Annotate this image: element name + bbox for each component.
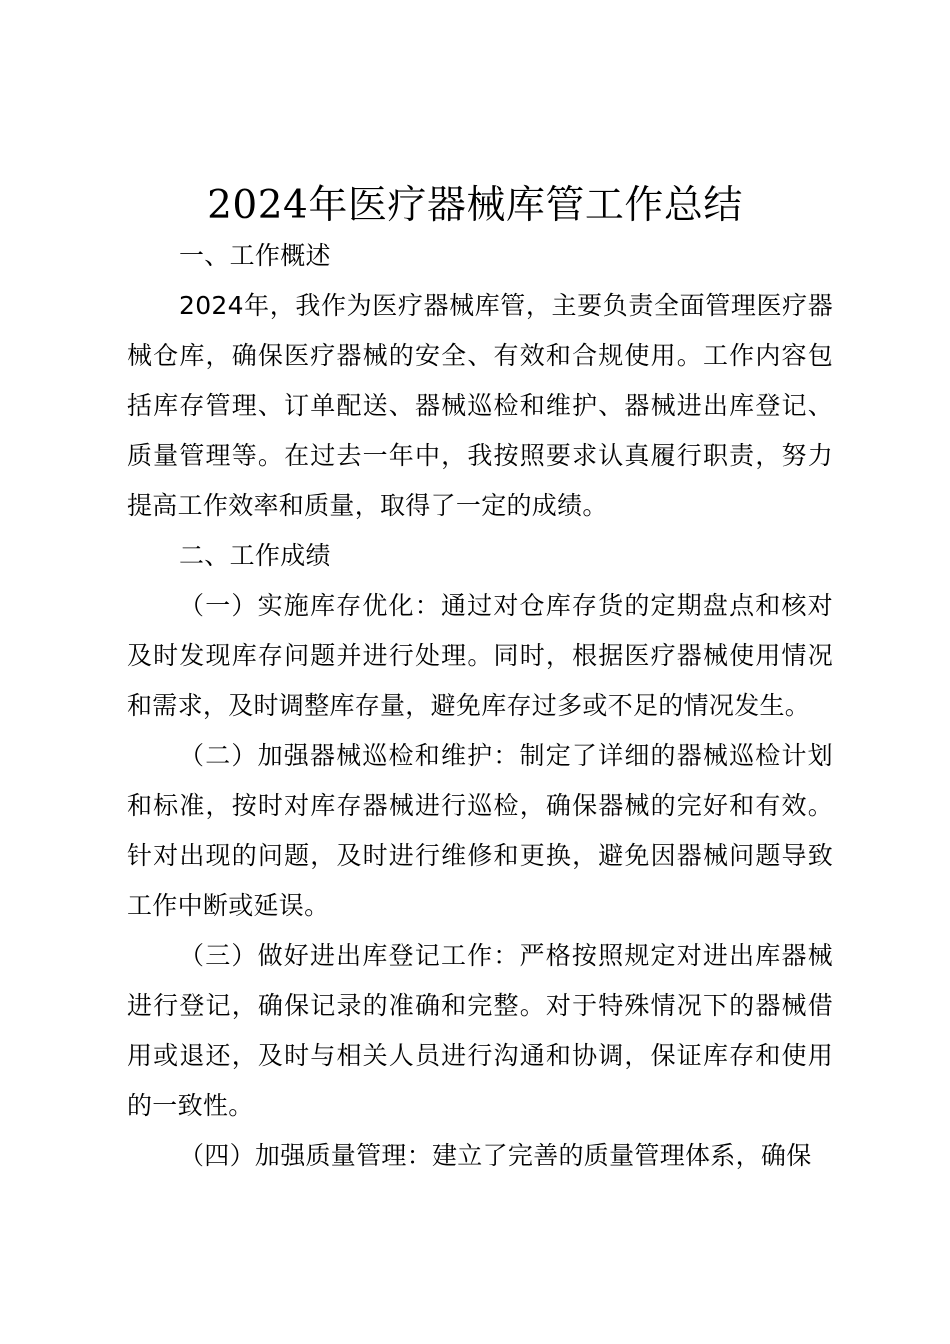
paragraph-inventory-optimization: （一）实施库存优化：通过对仓库存货的定期盘点和核对及时发现库存问题并进行处理。同时，根据医疗器械使用情况和需求，及时调整库存量，避免库存过多或不足的情况发生。 [127, 591, 833, 720]
paragraph-quality-management: （四）加强质量管理：建立了完善的质量管理体系，确保 [179, 1141, 812, 1170]
document-title: 2024年医疗器械库管工作总结 [207, 183, 743, 228]
section-heading-overview: 一、工作概述 [179, 241, 331, 270]
paragraph-inspection-maintenance: （二）加强器械巡检和维护：制定了详细的器械巡检计划和标准，按时对库存器械进行巡检，确保器械的完好和有效。针对出现的问题，及时进行维修和更换，避免因器械问题导致工作中断或延误。 [127, 741, 833, 920]
paragraph-overview: 2024年，我作为医疗器械库管，主要负责全面管理医疗器械仓库，确保医疗器械的安全、有效和合规使用。工作内容包括库存管理、订单配送、器械巡检和维护、器械进出库登记、质量管理等。在过去一年中，我按照要求认真履行职责，努力提高工作效率和质量，取得了一定的成绩。 [127, 291, 833, 520]
paragraph-inbound-outbound-registration: （三）做好进出库登记工作：严格按照规定对进出库器械进行登记，确保记录的准确和完整。对于特殊情况下的器械借用或退还，及时与相关人员进行沟通和协调，保证库存和使用的一致性。 [127, 941, 833, 1120]
section-heading-achievements: 二、工作成绩 [179, 541, 331, 570]
document-body [127, 231, 833, 1181]
